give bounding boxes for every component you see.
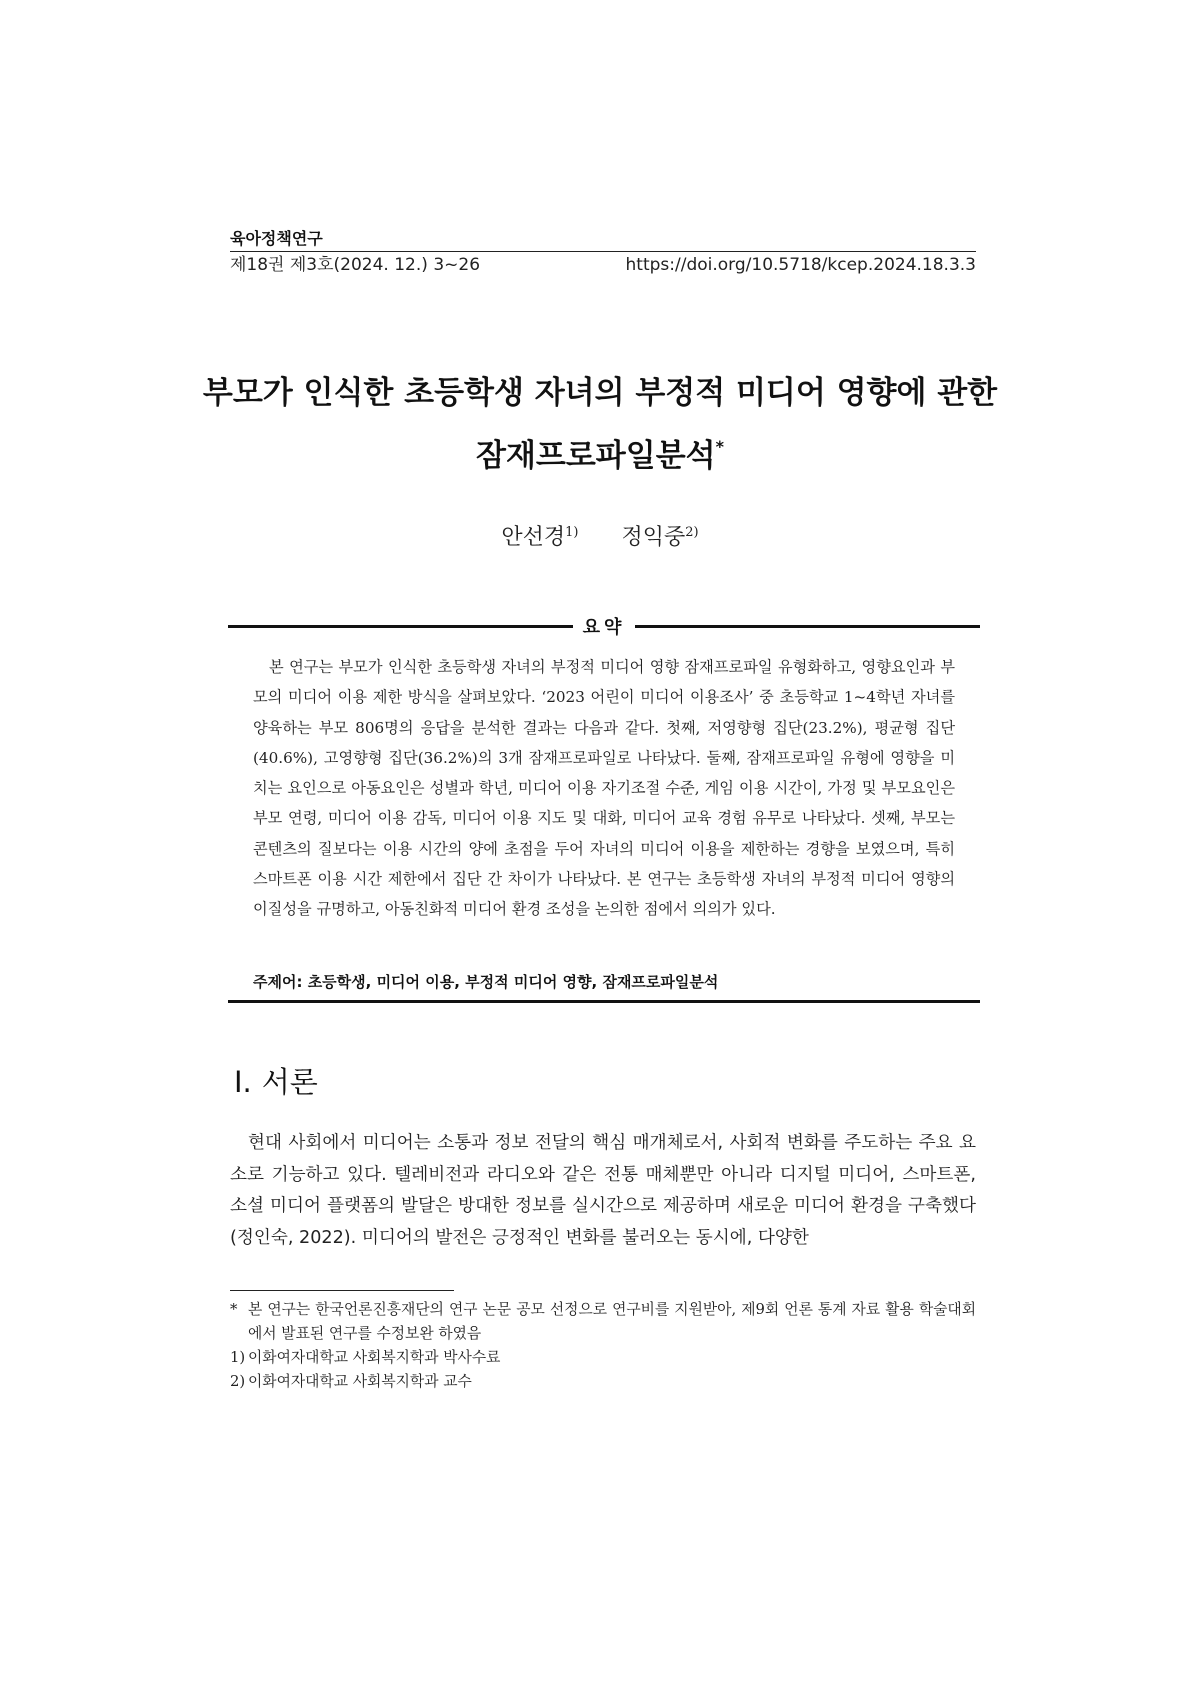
- footnote-item: [230, 1370, 976, 1394]
- body-paragraph: 현대 사회에서 미디어는 소통과 정보 전달의 핵심 매개체로서, 사회적 변화를 주도하는 주요 요소로 기능하고 있다. 텔레비전과 라디오와 같은 전통 매체뿐만 아니라 디지털 미디어, 스마트폰, 소셜 미디어 플랫폼의 발달은 방대한 정보를 실시간으로 제공하며 새로운 미디어 환경을 구축했다(정인숙, 2022). 미디어의 발전은 긍정적인 변화를 불러오는 동시에, 다양한: [230, 1133, 976, 1248]
- abstract-rule-right: [635, 625, 980, 628]
- abstract-heading: [228, 612, 980, 640]
- doi-link[interactable]: https://doi.org/10.5718/kcep.2024.18.3.3: [625, 255, 976, 275]
- title-line-1: 부모가 인식한 초등학생 자녀의 부정적 미디어 영향에 관한: [202, 375, 998, 411]
- volume-info: 제18권 제3호(2024. 12.) 3~26: [230, 255, 481, 275]
- footnote-text: 이화여자대학교 사회복지학과 교수: [248, 1373, 472, 1390]
- title-line-2-text: 잠재프로파일분석: [476, 438, 716, 474]
- journal-header: [230, 228, 976, 278]
- author-2-footnote-mark[interactable]: 2): [685, 525, 699, 540]
- section-heading: [234, 1062, 318, 1102]
- abstract-bottom-rule: [228, 1000, 980, 1003]
- section-title: 서론: [261, 1065, 318, 1099]
- abstract-rule-left: [228, 625, 573, 628]
- footnote-text: 본 연구는 한국언론진흥재단의 연구 논문 공모 선정으로 연구비를 지원받아, 제9회 언론 통계 자료 활용 학술대회에서 발표된 연구를 수정보완 하였음: [248, 1301, 976, 1342]
- paper-title: [150, 366, 1050, 483]
- author-1-footnote-mark[interactable]: 1): [565, 525, 579, 540]
- footnote-text: 이화여자대학교 사회복지학과 박사수료: [248, 1349, 501, 1366]
- footnote-item: [230, 1298, 976, 1346]
- footnote-mark: 1): [230, 1349, 246, 1366]
- author-list: [300, 518, 900, 553]
- journal-citation-line: [230, 251, 976, 278]
- footnote-mark: *: [230, 1301, 238, 1318]
- author-1-name: 안선경: [501, 525, 566, 550]
- title-footnote-mark[interactable]: *: [715, 437, 724, 456]
- footnote-divider: [230, 1290, 454, 1291]
- journal-name: 육아정책연구: [230, 229, 323, 248]
- keywords: 주제어: 초등학생, 미디어 이용, 부정적 미디어 영향, 잠재프로파일분석: [253, 973, 719, 991]
- author-2: [622, 525, 699, 550]
- author-1: [501, 525, 578, 550]
- title-line-2: [150, 420, 1050, 483]
- section-number: Ⅰ.: [234, 1065, 252, 1099]
- footnote-item: [230, 1346, 976, 1370]
- footnotes: [230, 1298, 976, 1394]
- footnote-mark: 2): [230, 1373, 246, 1390]
- author-2-name: 정익중: [621, 525, 686, 550]
- abstract-text: 본 연구는 부모가 인식한 초등학생 자녀의 부정적 미디어 영향 잠재프로파일 유형화하고, 영향요인과 부모의 미디어 이용 제한 방식을 살펴보았다. ‘2023 어린이 미디어 이용조사’ 중 초등학교 1~4학년 자녀를 양육하는 부모 806명의 응답을 분석한 결과는 다음과 같다. 첫째, 저영향형 집단(23.2%), 평균형 집단(40.6%), 고영향형 집단(36.2%)의 3개 잠재프로파일로 나타났다. 둘째, 잠재프로파일 유형에 영향을 미치는 요인으로 아동요인은 성별과 학년, 미디어 이용 자기조절 수준, 게임 이용 시간이, 가정 및 부모요인은 부모 연령, 미디어 이용 감독, 미디어 이용 지도 및 대화, 미디어 교육 경험 유무로 나타났다. 셋째, 부모는 콘텐츠의 질보다는 이용 시간의 양에 초점을 두어 자녀의 미디어 이용을 제한하는 경향을 보였으며, 특히 스마트폰 이용 시간 제한에서 집단 간 차이가 나타났다. 본 연구는 초등학생 자녀의 부정적 미디어 영향의 이질성을 규명하고, 아동친화적 미디어 환경 조성을 논의한 점에서 의의가 있다.: [253, 658, 955, 919]
- abstract-heading-label: 요약: [582, 617, 626, 638]
